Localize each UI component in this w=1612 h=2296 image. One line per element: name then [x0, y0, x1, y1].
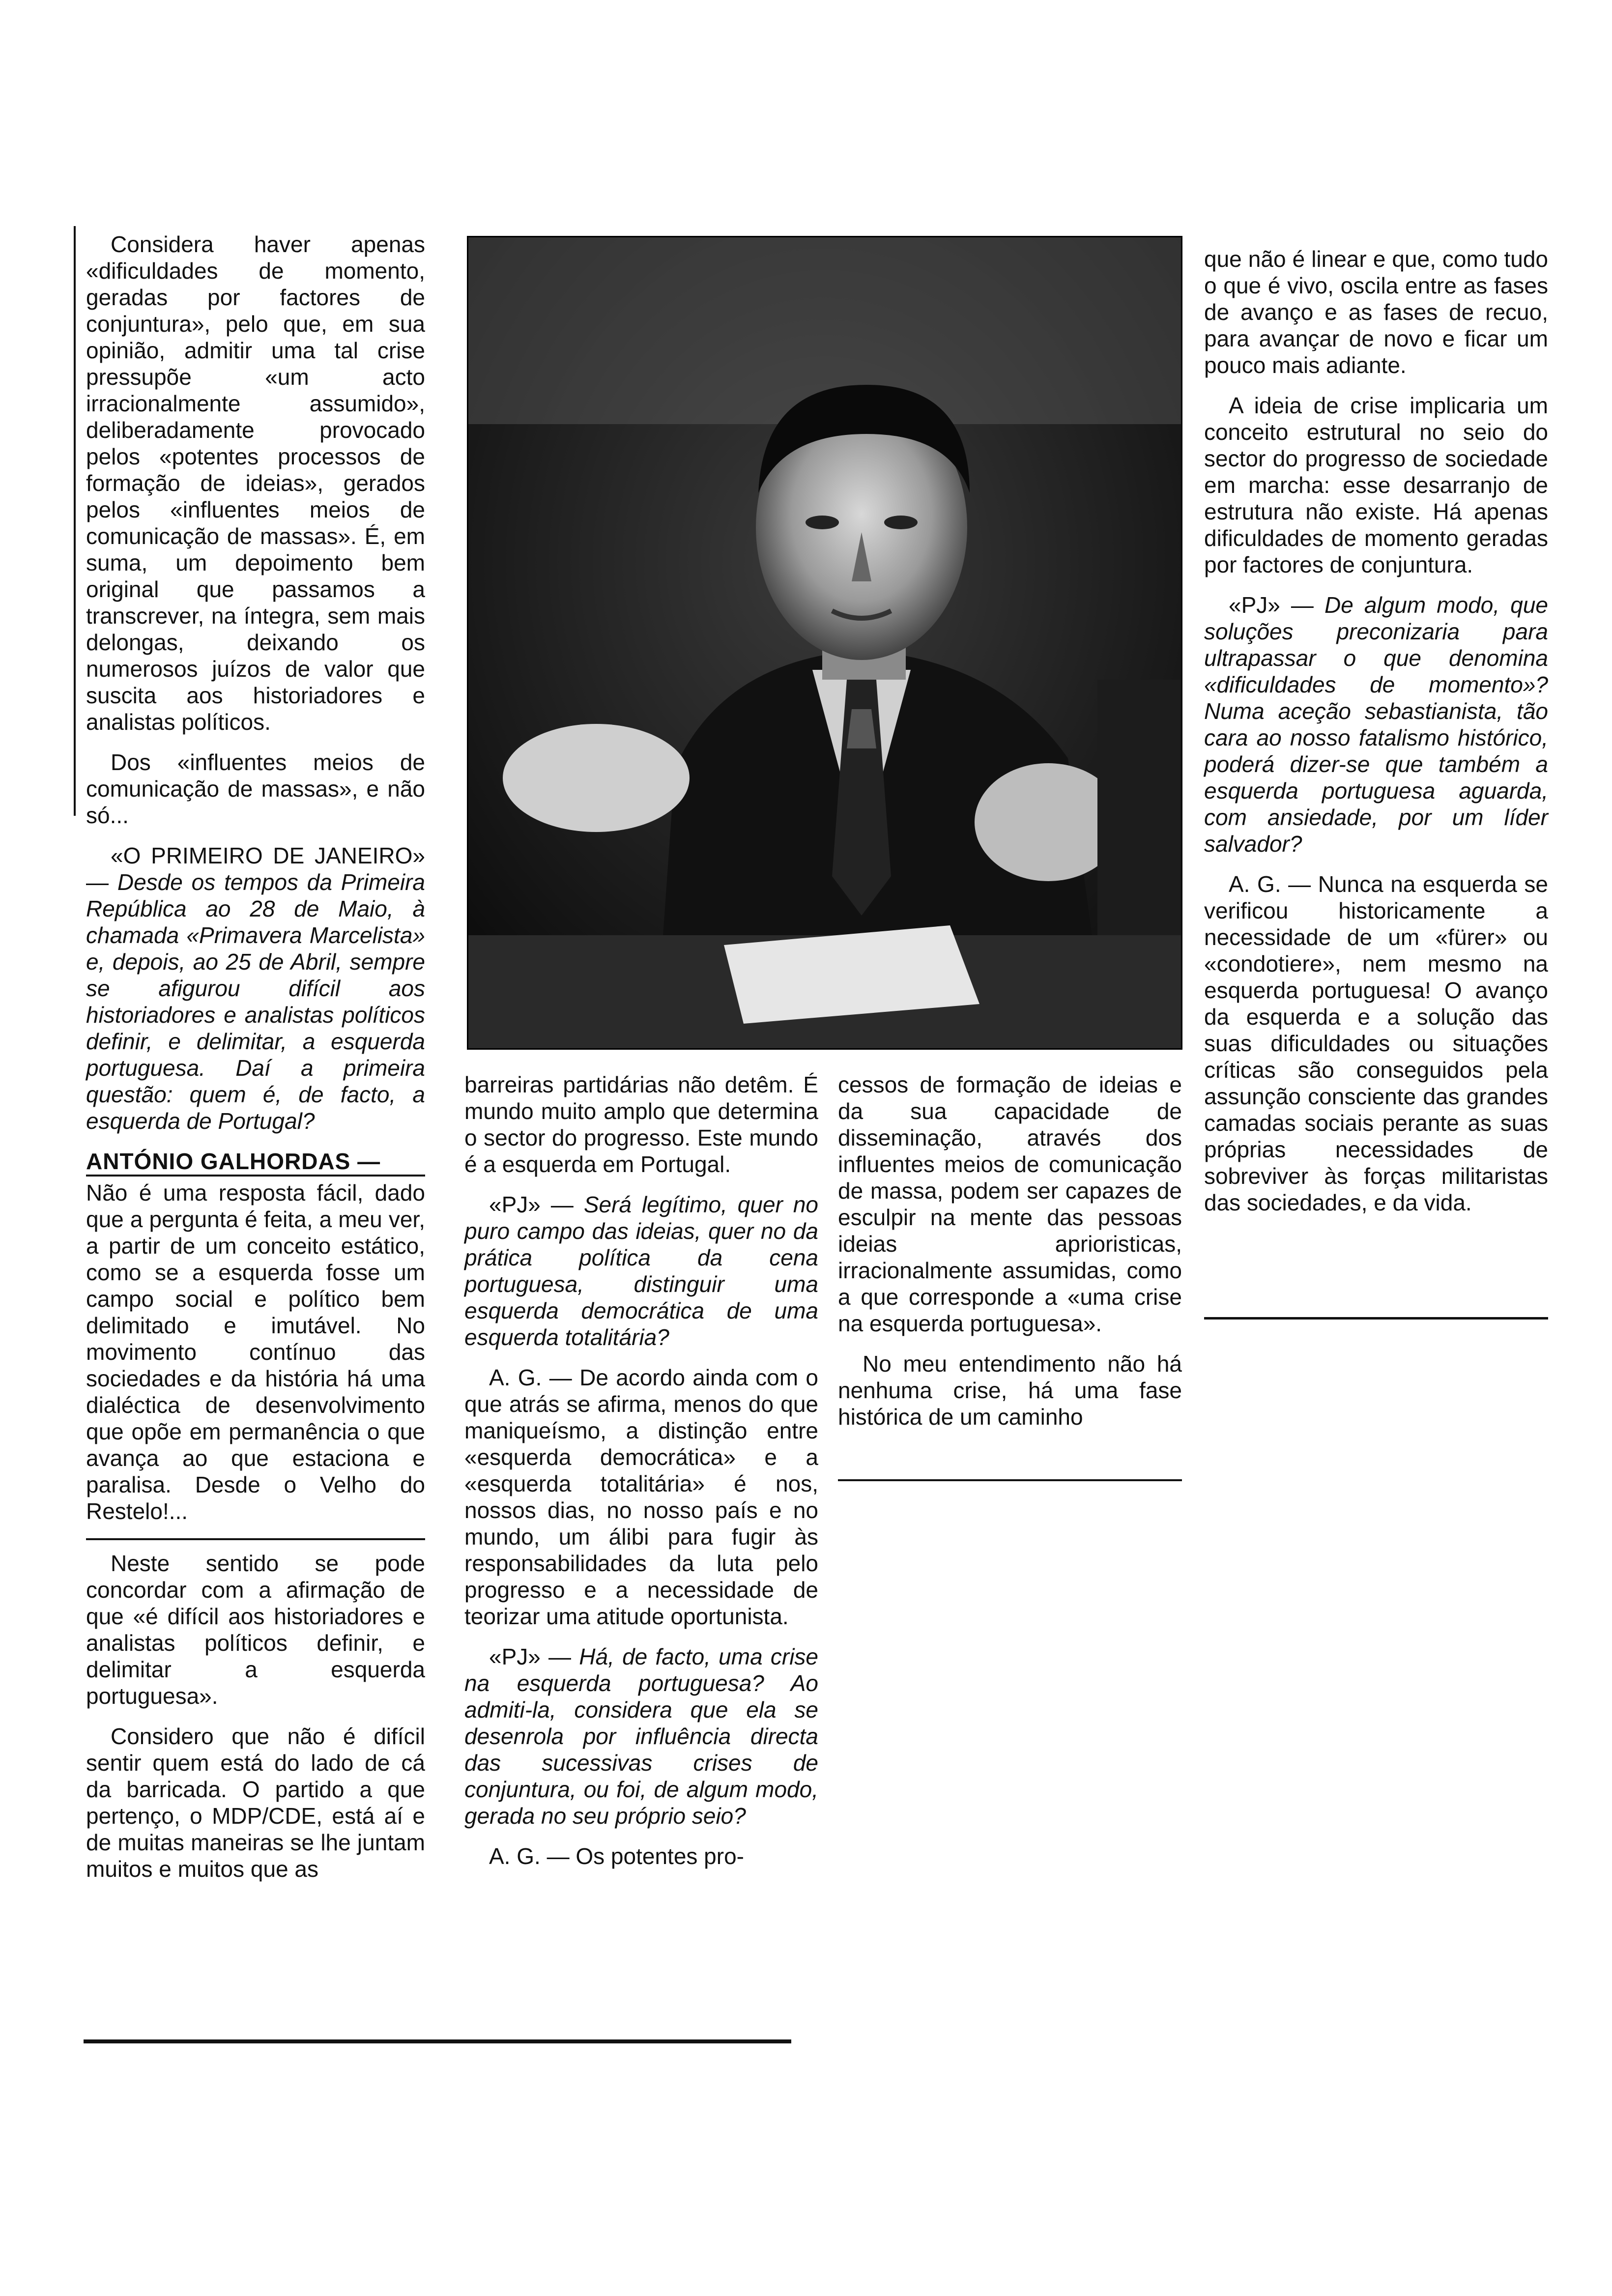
col2-answer-1 — [464, 1364, 818, 1630]
question-text: Será legítimo, quer no puro campo das ideias, quer no da prática política da cena portuguesa, distinguir uma esquerda democrática de uma esquerda totalitária? — [464, 1192, 818, 1350]
col3-paragraph-1: cessos de formação de ideias e da sua capacidade de disseminação, através dos influentes meios de comunicação de massa, podem ser capazes de esculpir na mente das pessoas ideias aprioristicas, irracionalmente assumidas, como a que corresponde a «uma crise na esquerda portuguesa». — [838, 1072, 1182, 1336]
article-column-4 — [1204, 246, 1548, 1230]
col2-paragraph-1: barreiras partidárias não detêm. É mundo muito amplo que determina o sector do progresso. Este mundo é a esquerda em Portugal. — [464, 1072, 818, 1177]
question-text: Desde os tempos da Primeira República ao 28 de Maio, à chamada «Primavera Marcelista» e, depois, ao 25 de Abril, sempre se afigurou difícil aos historiadores e analistas políticos definir, e delimitar, a esquerda portuguesa. Daí a primeira questão: quem é, de facto, a esquerda de Portugal? — [86, 869, 425, 1134]
col4-question-1 — [1204, 592, 1548, 857]
col1-paragraph-concord: Neste sentido se pode concordar com a afirmação de que «é difícil aos historiadores e analistas políticos definir, e delimitar a esquerda portuguesa». — [86, 1550, 425, 1709]
col1-divider — [86, 1538, 425, 1540]
question-lead: «PJ» — — [489, 1644, 572, 1669]
col2-question-2 — [464, 1643, 818, 1829]
col2-answer-2: A. G. — Os potentes pro- — [489, 1843, 744, 1869]
article-column-3 — [838, 1071, 1182, 1444]
answer-lead: A. G. — — [489, 1365, 572, 1390]
col1-answer-1: Não é uma resposta fácil, dado que a pergunta é feita, a meu ver, a partir de um conceito estático, como se a esquerda fosse um campo social e político bem delimitado e imutável. No movimento contínuo das sociedades e da história há uma dialéctica de desenvolvimento que opõe em permanência o que avança ao que estaciona e paralisa. Desde o Velho do Restelo!... — [86, 1180, 425, 1524]
page-bottom-rule — [84, 2039, 791, 2043]
col1-paragraph-intro: Considera haver apenas «dificuldades de momento, geradas por factores de conjuntura», pelo que, em sua opinião, admitir uma tal crise pressupõe «um acto irracionalmente assumido», deliberadamente provocado pelos «potentes processos de formação de ideias», gerados pelos «influentes meios de comunicação de massas». É, em suma, um depoimento bem original que passamos a transcrever, na íntegra, sem mais delongas, deixando os numerosos juízos de valor que suscita aos historiadores e analistas políticos. — [86, 231, 425, 735]
answer-text: Nunca na esquerda se verificou historicamente a necessidade de um «fürer» ou «condotiere», nem mesmo na esquerda portuguesa! O avanço da esquerda e a solução das suas dificuldades ou situações críticas são conseguidos pela assunção consciente das grandes camadas sociais perante as suas próprias necessidades de sobreviver às forças militaristas das sociedades, e da vida. — [1204, 871, 1549, 1215]
interview-photo — [467, 236, 1182, 1050]
answer-text: De acordo ainda com o que atrás se afirma, menos do que maniqueísmo, a distinção entre «esquerda democrática» e a «esquerda totalitária» é nos, nossos dias, no nosso país e no mundo, um álibi para fugir às responsabilidades da luta pelo progresso e a necessidade de teorizar uma atitude oportunista. — [464, 1365, 818, 1629]
col3-bottom-rule — [838, 1479, 1182, 1481]
col4-answer-1 — [1204, 871, 1548, 1216]
col4-paragraph-1: que não é linear e que, como tudo o que é vivo, oscila entre as fases de avanço e as fases de recuo, para avançar de novo e ficar um pouco mais adiante. — [1204, 246, 1548, 378]
question-lead: «O PRIMEIRO DE JANEIRO» — — [86, 843, 425, 895]
col4-bottom-rule — [1204, 1317, 1548, 1320]
col1-paragraph-media: Dos «influentes meios de comunicação de massas», e não só... — [86, 749, 425, 828]
question-lead: «PJ» — — [1229, 592, 1314, 618]
byline: ANTÓNIO GALHORDAS — — [86, 1148, 425, 1177]
col3-paragraph-2: No meu entendimento não há nenhuma crise, há uma fase histórica de um caminho — [838, 1351, 1182, 1430]
column-rule-left — [74, 226, 76, 816]
question-text: De algum modo, que soluções preconizaria para ultrapassar o que denomina «dificuldades de momento»? Numa aceção sebastianista, tão cara ao nosso fatalismo histórico, poderá dizer-se que também a esquerda portuguesa aguarda, com ansiedade, por um líder salvador? — [1204, 592, 1548, 857]
col1-paragraph-consider: Considero que não é difícil sentir quem está do lado de cá da barricada. O partido a que pertenço, o MDP/CDE, está aí e de muitas maneiras se lhe juntam muitos e muitos que as — [86, 1723, 425, 1882]
question-text: Há, de facto, uma crise na esquerda portuguesa? Ao admiti-la, considera que ela se desenrola por influência directa das sucessivas crises de conjuntura, ou foi, de algum modo, gerada no seu próprio seio? — [464, 1644, 818, 1829]
man-at-desk-illustration — [468, 237, 1181, 1048]
article-column-1 — [86, 231, 425, 1896]
article-column-2 — [464, 1071, 818, 1883]
question-lead: «PJ» — — [489, 1192, 574, 1217]
col1-question-1 — [86, 842, 425, 1134]
col4-paragraph-2: A ideia de crise implicaria um conceito estrutural no seio do sector do progresso de sociedade em marcha: esse desarranjo de estrutura não existe. Há apenas dificuldades de momento geradas por factores de conjuntura. — [1204, 393, 1548, 577]
answer-lead: A. G. — — [1229, 871, 1311, 897]
col2-question-1 — [464, 1191, 818, 1350]
